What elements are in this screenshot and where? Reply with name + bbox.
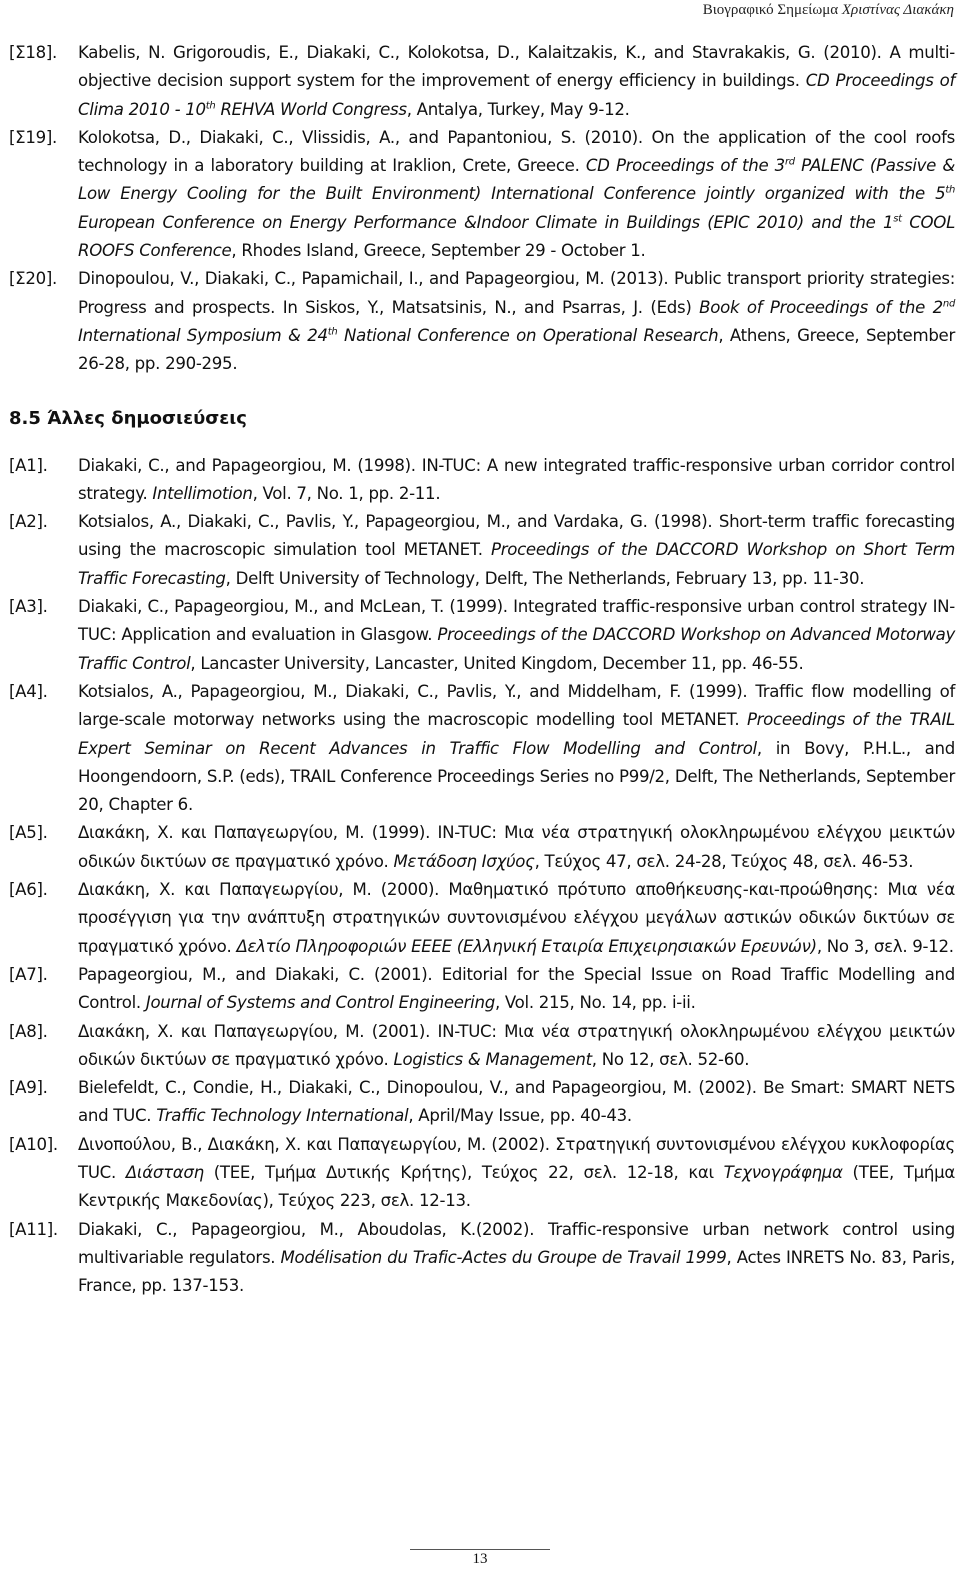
reference-entry (9, 819, 955, 876)
citation-text: Papageorgiou, M., and Diakaki, C. (2001). Editorial for the Special Issue on Road Traffic Modelling and Control. (78, 964, 955, 1013)
italic-title: CD Proceedings of Clima 2010 - 10 (78, 71, 956, 119)
italic-title: European Conference on Energy Performance &Indoor Climate in Buildings (EPIC 2010) and the 1 (78, 212, 894, 232)
citation-text: Dinopoulou, V., Diakaki, C., Papamichail, I., and Papageorgiou, M. (2013). Public transport priority strategies: Progress and prospects. In Siskos, Y., Matsatsinis, N., and Psarras, J. (Eds) (78, 269, 955, 317)
reference-label: [A11]. (9, 1219, 58, 1239)
citation-text: , April/May Issue, pp. 40-43. (408, 1106, 632, 1126)
ordinal-superscript: th (327, 326, 338, 338)
reference-entry (9, 1074, 955, 1131)
citation-text: , No 12, σελ. 52-60. (591, 1049, 750, 1069)
reference-entry (9, 1018, 955, 1075)
italic-title: Proceedings of the DACCORD Workshop on Short Term Traffic Forecasting (78, 540, 955, 588)
reference-entry (9, 678, 955, 819)
citation-text: Diakaki, C., Papageorgiou, M., and McLean, T. (1999). Integrated traffic-responsive urban control strategy IN-TUC: Application and evaluation in Glasgow. (78, 597, 955, 645)
reference-label: [A1]. (9, 455, 48, 475)
reference-text (78, 1018, 955, 1075)
reference-label: [A7]. (9, 964, 48, 984)
italic-title: Book of Proceedings of the 2 (699, 297, 943, 317)
reference-entry (9, 1216, 955, 1301)
citation-text: Kotsialos, A., Diakaki, C., Pavlis, Y., Papageorgiou, M., and Vardaka, G. (1998). Short-term traffic forecasting using the macroscopic simulation tool METANET. (78, 512, 955, 560)
citation-text: Διακάκη, Χ. και Παπαγεωργίου, Μ. (1999). IN-TUC: Μια νέα στρατηγική ολοκληρωμένου ελέγχου μεικτών οδικών δικτύων σε πραγματικό χρόνο. (78, 823, 955, 871)
reference-label: [A8]. (9, 1021, 48, 1041)
reference-text (78, 1074, 955, 1131)
header-title: Βιογραφικό Σημείωμα (702, 2, 839, 18)
reference-text (78, 265, 955, 378)
citation-text: , Actes INRETS No. 83, Paris, France, pp. 137-153. (78, 1247, 955, 1296)
citation-text: , Lancaster University, Lancaster, United Kingdom, December 11, pp. 46-55. (190, 653, 804, 673)
reference-text (78, 961, 955, 1018)
citation-text: Διακάκη, Χ. και Παπαγεωργίου, Μ. (2001). IN-TUC: Μια νέα στρατηγική ολοκληρωμένου ελέγχου μεικτών οδικών δικτύων σε πραγματικό χρόνο. (78, 1021, 955, 1069)
reference-entry (9, 508, 955, 593)
reference-label: [A10]. (9, 1134, 58, 1154)
reference-label: [Σ20]. (9, 269, 58, 289)
publication-list (9, 39, 955, 1300)
italic-title: Logistics & Management (393, 1049, 592, 1069)
citation-text: Diakaki, C., Papageorgiou, M., Aboudolas, K.(2002). Traffic-responsive urban network control using multivariable regulators. (78, 1219, 955, 1267)
reference-label: [A5]. (9, 823, 48, 843)
reference-text (78, 1131, 955, 1216)
citation-text: , in Bovy, P.H.L., and Hoongendoorn, S.P. (eds), TRAIL Conference Proceedings Series no P99/2, Delft, The Netherlands, September 20, Chapter 6. (78, 738, 955, 815)
reference-text (78, 452, 955, 509)
reference-text (78, 1216, 955, 1301)
reference-label: [Σ19]. (9, 127, 58, 147)
italic-title: International Symposium & 24 (78, 325, 328, 345)
italic-title: Μετάδοση Ισχύος (393, 851, 535, 871)
reference-label: [A2]. (9, 512, 48, 532)
section-heading: 8.5 Άλλες δημοσιεύσεις (9, 407, 247, 429)
citation-text: , Athens, Greece, September 26-28, pp. 290-295. (78, 325, 955, 374)
citation-text: , No 3, σελ. 9-12. (816, 936, 954, 956)
ordinal-superscript: th (945, 184, 955, 196)
ordinal-superscript: th (205, 100, 216, 112)
italic-title: Δελτίο Πληροφοριών ΕΕΕΕ (Ελληνική Εταιρία Επιχειρησιακών Ερευνών) (236, 936, 817, 956)
reference-text (78, 508, 955, 593)
italic-title: REHVA World Congress (215, 99, 407, 119)
reference-label: [A3]. (9, 597, 48, 617)
citation-text: Kolokotsa, D., Diakaki, C., Vlissidis, A., and Papantoniou, S. (2010). On the application of the cool roofs technology in a laboratory building at Iraklion, Crete, Greece. (78, 127, 955, 176)
italic-title: PALENC (Passive & Low Energy Cooling for the Built Environment) International Conference jointly organized with the 5 (78, 156, 956, 204)
citation-text: Kotsialos, A., Papageorgiou, M., Diakaki, C., Pavlis, Y., and Middelham, F. (1999). Traffic flow modelling of large-scale motorway networks using the macroscopic modelling tool METANET. (78, 681, 955, 730)
other-publications (9, 452, 955, 1301)
italic-title: Τεχνογράφημα (723, 1162, 843, 1182)
reference-entry (9, 961, 955, 1018)
reference-entry (9, 1131, 955, 1216)
reference-label: [A4]. (9, 681, 48, 701)
citation-text: (ΤΕΕ, Τμήμα Κεντρικής Μακεδονίας), Τεύχος 223, σελ. 12-13. (78, 1162, 956, 1211)
reference-label: [Σ18]. (9, 43, 58, 62)
reference-entry (9, 452, 955, 509)
citation-text: (ΤΕΕ, Τμήμα Δυτικής Κρήτης), Τεύχος 22, σελ. 12-18, και (203, 1162, 724, 1182)
citation-text: , Antalya, Turkey, May 9-12. (406, 99, 630, 119)
citation-text: Diakaki, C., and Papageorgiou, M. (1998). IN-TUC: A new integrated traffic-responsive urban corridor control strategy. (78, 455, 955, 503)
ordinal-superscript: rd (784, 156, 795, 168)
reference-entry (9, 39, 955, 124)
reference-text (78, 876, 955, 961)
citation-text: , Delft University of Technology, Delft, The Netherlands, February 13, pp. 11-30. (225, 568, 865, 588)
ordinal-superscript: st (893, 213, 902, 225)
italic-title: Intellimotion (152, 483, 253, 503)
italic-title: Traffic Technology International (156, 1106, 409, 1126)
citation-text: , Vol. 215, No. 14, pp. i-ii. (494, 993, 696, 1013)
reference-text (78, 593, 955, 678)
italic-title: Proceedings of the DACCORD Workshop on Advanced Motorway Traffic Control (78, 625, 955, 673)
header-author: Χριστίνας Διακάκη (841, 2, 954, 18)
reference-entry (9, 265, 955, 378)
italic-title: Modélisation du Trafic-Actes du Groupe de Travail 1999 (280, 1247, 727, 1267)
citation-text: , Rhodes Island, Greece, September 29 - October 1. (231, 241, 646, 261)
page-number: 13 (472, 1551, 488, 1567)
citation-text: , Τεύχος 47, σελ. 24-28, Τεύχος 48, σελ. 46-53. (534, 851, 914, 871)
italic-title: CD Proceedings of the 3 (585, 156, 785, 176)
citation-text: , Vol. 7, No. 1, pp. 2-11. (252, 483, 441, 503)
conference-references (9, 39, 955, 379)
ordinal-superscript: nd (942, 298, 955, 310)
italic-title: COOL ROOFS Conference (78, 212, 956, 261)
reference-text (78, 678, 955, 819)
reference-entry (9, 124, 955, 265)
reference-text (78, 39, 955, 124)
italic-title: Journal of Systems and Control Engineering (145, 993, 495, 1013)
reference-text (78, 819, 955, 876)
citation-text: Διακάκη, Χ. και Παπαγεωργίου, Μ. (2000). Μαθηματικό πρότυπο αποθήκευσης-και-προώθησης: Μια νέα προσέγγιση για την ανάπτυξη στρατηγικών συντονισμένου ελέγχου μεγάλων αστικών οδικών δικτύων σε πραγματικό χρόνο. (78, 880, 955, 956)
running-header (703, 2, 954, 19)
reference-entry (9, 593, 955, 678)
reference-label: [A6]. (9, 880, 48, 900)
italic-title: National Conference on Operational Research (337, 325, 719, 345)
reference-text (78, 124, 955, 265)
citation-text: Bielefeldt, C., Condie, H., Diakaki, C., Dinopoulou, V., and Papageorgiou, M. (2002). Be Smart: SMART NETS and TUC. (78, 1078, 955, 1126)
italic-title: Διάσταση (125, 1162, 204, 1182)
citation-text: Δινοπούλου, Β., Διακάκη, Χ. και Παπαγεωργίου, Μ. (2002). Στρατηγική συντονισμένου ελέγχου κυκλοφορίας TUC. (78, 1134, 955, 1182)
reference-entry (9, 876, 955, 961)
reference-label: [A9]. (9, 1078, 48, 1098)
italic-title: Proceedings of the TRAIL Expert Seminar on Recent Advances in Traffic Flow Modelling and Control (78, 710, 955, 758)
citation-text: Kabelis, N. Grigoroudis, E., Diakaki, C., Kolokotsa, D., Kalaitzakis, K., and Stavrakakis, G. (2010). A multi-objective decision support system for the improvement of energy efficiency in buildings. (78, 43, 955, 91)
